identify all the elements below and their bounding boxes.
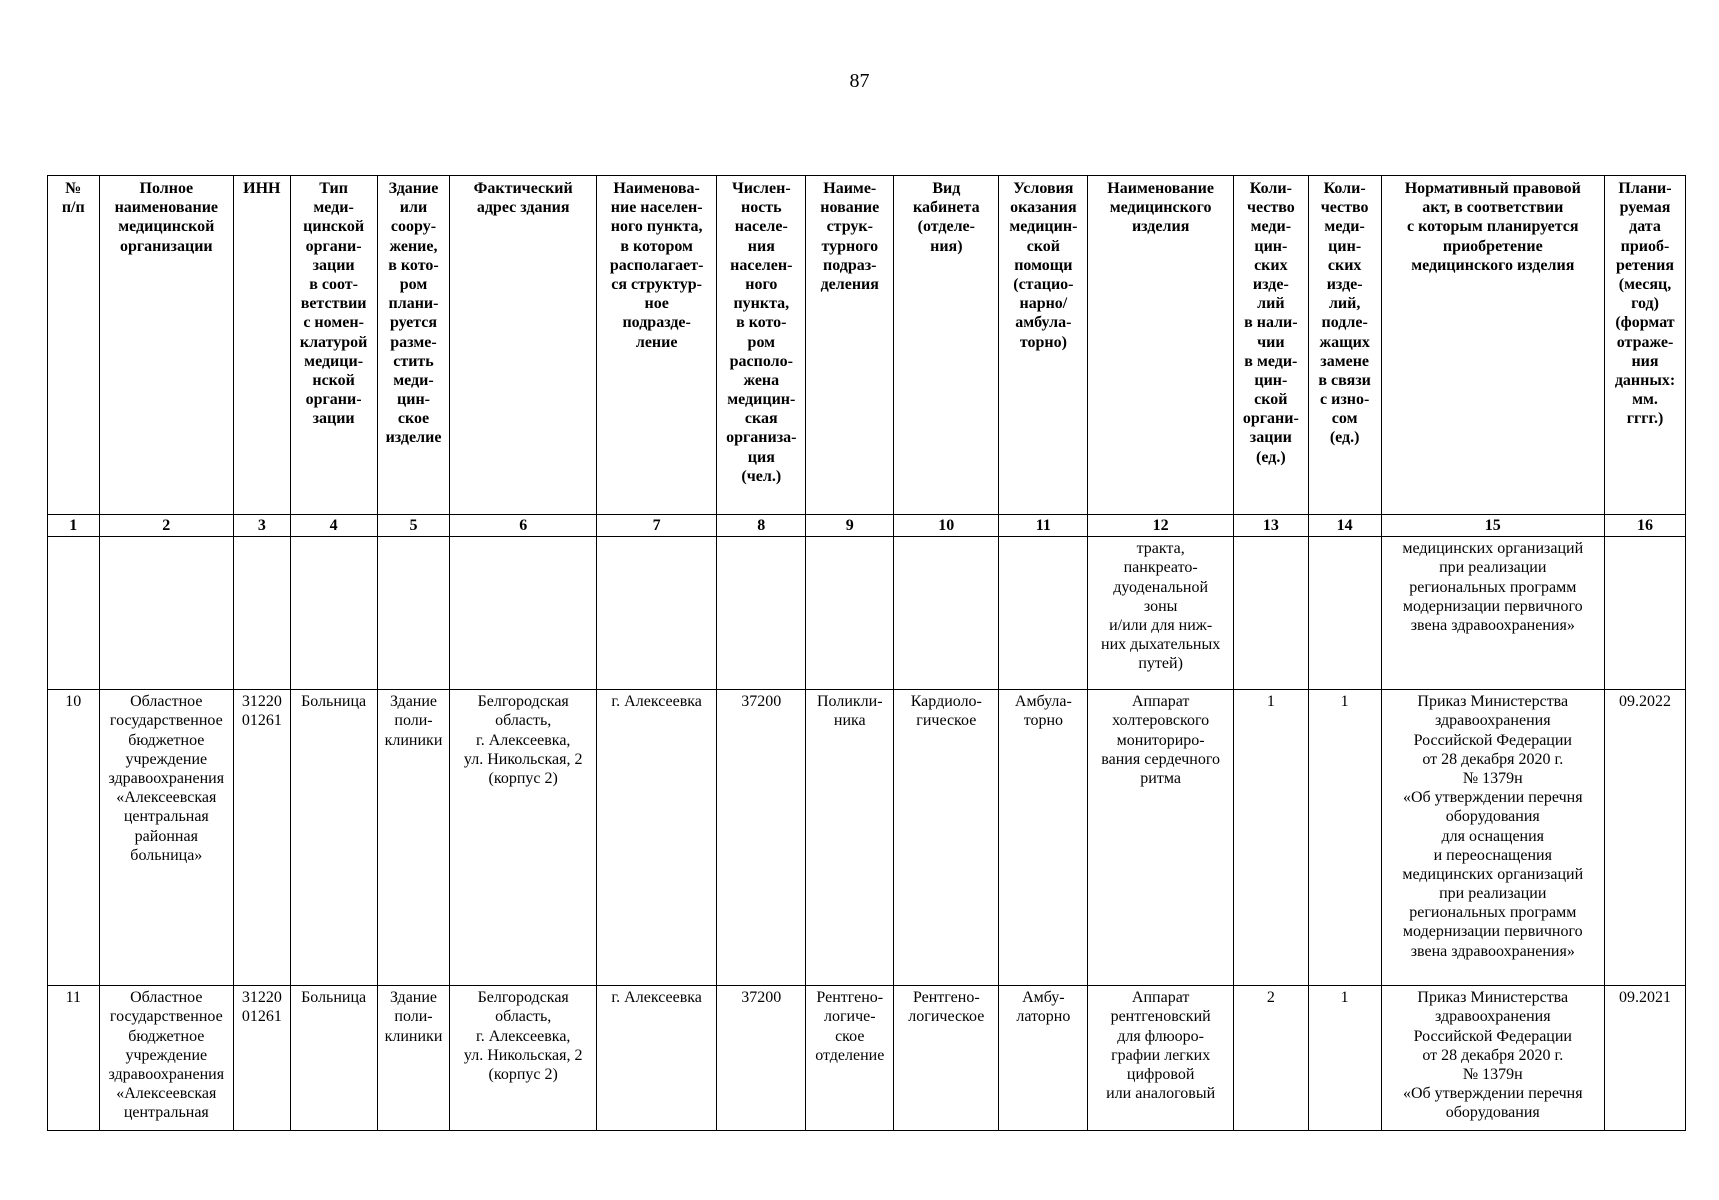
quantity-available-cell: 2 xyxy=(1233,986,1308,1131)
planned-date-cell: 09.2022 xyxy=(1605,690,1686,986)
header-cell: Полное наименование медицинской организации xyxy=(99,176,233,515)
table-row xyxy=(48,690,1686,986)
table-cell xyxy=(377,537,450,690)
column-number: 6 xyxy=(450,515,597,537)
building-cell: Здание поли- клиники xyxy=(377,986,450,1131)
organization-name: Областное государственное бюджетное учреждение здравоохранения «Алексеевская центральная xyxy=(99,986,233,1131)
table-cell xyxy=(717,537,806,690)
table-cell xyxy=(597,537,717,690)
table-cell xyxy=(48,537,100,690)
column-number: 12 xyxy=(1088,515,1234,537)
header-cell: Вид кабинета (отделе- ния) xyxy=(894,176,999,515)
table-cell xyxy=(806,537,894,690)
planned-date-cell: 09.2021 xyxy=(1605,986,1686,1131)
legal-act-cell: Приказ Министерства здравоохранения Российской Федерации от 28 декабря 2020 г. № 1379н «Об утверждении перечня оборудования для оснащения и переоснащения медицинских организаций при реализации региональных программ модернизации первичного звена здравоохранения» xyxy=(1381,690,1604,986)
population-cell: 37200 xyxy=(717,690,806,986)
column-number: 14 xyxy=(1308,515,1381,537)
table-cell xyxy=(1605,537,1686,690)
quantity-replace-cell: 1 xyxy=(1308,986,1381,1131)
column-number: 16 xyxy=(1605,515,1686,537)
table-cell xyxy=(99,537,233,690)
legal-act-cell: Приказ Министерства здравоохранения Российской Федерации от 28 декабря 2020 г. № 1379н «Об утверждении перечня оборудования xyxy=(1381,986,1604,1131)
organization-type: Больница xyxy=(290,690,377,986)
table-cell xyxy=(234,537,291,690)
column-number: 10 xyxy=(894,515,999,537)
header-cell: Фактический адрес здания xyxy=(450,176,597,515)
table-cell xyxy=(290,537,377,690)
row-number: 11 xyxy=(48,986,100,1131)
organization-type: Больница xyxy=(290,986,377,1131)
header-cell: Условия оказания медицин- ской помощи (стацио- нарно/ амбула- торно) xyxy=(999,176,1088,515)
building-cell: Здание поли- клиники xyxy=(377,690,450,986)
cabinet-type-cell: Кардиоло- гическое xyxy=(894,690,999,986)
column-number: 8 xyxy=(717,515,806,537)
care-conditions-cell: Амбула- торно xyxy=(999,690,1088,986)
header-cell: № п/п xyxy=(48,176,100,515)
column-number: 9 xyxy=(806,515,894,537)
header-cell: Нормативный правовой акт, в соответствии с которым планируется приобретение медицинского изделия xyxy=(1381,176,1604,515)
table-cell xyxy=(1233,537,1308,690)
division-cell: Поликли- ника xyxy=(806,690,894,986)
column-number: 5 xyxy=(377,515,450,537)
cabinet-type-cell: Рентгено- логическое xyxy=(894,986,999,1131)
inn-cell: 31220 01261 xyxy=(234,986,291,1131)
table-cell xyxy=(894,537,999,690)
table-cell xyxy=(999,537,1088,690)
device-name-cell: Аппарат холтеровского мониториро- вания сердечного ритма xyxy=(1088,690,1234,986)
inn-cell: 31220 01261 xyxy=(234,690,291,986)
header-cell: Наименование медицинского изделия xyxy=(1088,176,1234,515)
column-number: 15 xyxy=(1381,515,1604,537)
header-cell: Коли- чество меди- цин- ских изде- лий в нали- чии в меди- цин- ской органи- зации (ед.) xyxy=(1233,176,1308,515)
table-cell xyxy=(1308,537,1381,690)
column-number: 7 xyxy=(597,515,717,537)
header-cell: Коли- чество меди- цин- ских изде- лий, подле- жащих замене в связи с изно- сом (ед.) xyxy=(1308,176,1381,515)
header-cell: Тип меди- цинской органи- зации в соот- ветствии с номен- клатурой медици- нской органи- зации xyxy=(290,176,377,515)
column-number: 13 xyxy=(1233,515,1308,537)
column-number-row xyxy=(48,515,1686,537)
table-cell: медицинских организаций при реализации региональных программ модернизации первичного звена здравоохранения» xyxy=(1381,537,1604,690)
column-number: 3 xyxy=(234,515,291,537)
population-cell: 37200 xyxy=(717,986,806,1131)
header-row xyxy=(48,176,1686,515)
settlement-cell: г. Алексеевка xyxy=(597,690,717,986)
organization-name: Областное государственное бюджетное учреждение здравоохранения «Алексеевская центральная районная больница» xyxy=(99,690,233,986)
header-cell: Здание или соору- жение, в кото- ром плани- руется разме- стить меди- цин- ское изделие xyxy=(377,176,450,515)
address-cell: Белгородская область, г. Алексеевка, ул. Никольская, 2 (корпус 2) xyxy=(450,986,597,1131)
care-conditions-cell: Амбу- латорно xyxy=(999,986,1088,1131)
medical-equipment-table xyxy=(47,175,1686,1131)
column-number: 11 xyxy=(999,515,1088,537)
header-cell: Плани- руемая дата приоб- ретения (месяц, год) (формат отраже- ния данных: мм. гггг.) xyxy=(1605,176,1686,515)
row-number: 10 xyxy=(48,690,100,986)
header-cell: Наиме- нование струк- турного подраз- деления xyxy=(806,176,894,515)
header-cell: Наименова- ние населен- ного пункта, в котором располагает- ся структур- ное подразде- ление xyxy=(597,176,717,515)
header-cell: ИНН xyxy=(234,176,291,515)
address-cell: Белгородская область, г. Алексеевка, ул. Никольская, 2 (корпус 2) xyxy=(450,690,597,986)
table-cell: тракта, панкреато- дуоденальной зоны и/или для ниж- них дыхательных путей) xyxy=(1088,537,1234,690)
column-number: 1 xyxy=(48,515,100,537)
table-row xyxy=(48,986,1686,1131)
settlement-cell: г. Алексеевка xyxy=(597,986,717,1131)
table-row-continued xyxy=(48,537,1686,690)
page-number: 87 xyxy=(849,70,870,92)
quantity-replace-cell: 1 xyxy=(1308,690,1381,986)
device-name-cell: Аппарат рентгеновский для флюоро- графии легких цифровой или аналоговый xyxy=(1088,986,1234,1131)
column-number: 2 xyxy=(99,515,233,537)
division-cell: Рентгено- логиче- ское отделение xyxy=(806,986,894,1131)
quantity-available-cell: 1 xyxy=(1233,690,1308,986)
column-number: 4 xyxy=(290,515,377,537)
table-cell xyxy=(450,537,597,690)
header-cell: Числен- ность населе- ния населен- ного пункта, в кото- ром располо- жена медицин- ская организа- ция (чел.) xyxy=(717,176,806,515)
